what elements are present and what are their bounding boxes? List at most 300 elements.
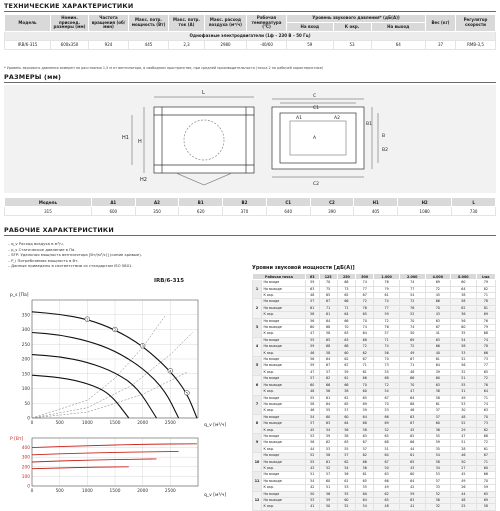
noise-cell: 76 bbox=[356, 305, 374, 311]
noise-cell: 53 bbox=[305, 433, 319, 439]
noise-cell: 60 bbox=[305, 325, 319, 331]
noise-cell: 70 bbox=[374, 401, 400, 407]
noise-cell: 61 bbox=[425, 401, 451, 407]
noise-cell: 76 bbox=[374, 325, 400, 331]
noise-cell: 69 bbox=[374, 421, 400, 427]
noise-cell: 63 bbox=[356, 433, 374, 439]
power-curve bbox=[32, 467, 129, 469]
noise-cell: 54 bbox=[399, 293, 425, 299]
operating-point-label: 4 bbox=[169, 369, 172, 374]
noise-cell: 62 bbox=[476, 427, 495, 433]
noise-cell: 53 bbox=[305, 498, 319, 504]
noise-cell: 74 bbox=[476, 337, 495, 343]
noise-cell: 63 bbox=[399, 414, 425, 420]
noise-cell: 42 bbox=[305, 485, 319, 491]
noise-cell: 48 bbox=[305, 293, 319, 299]
noise-cell: 74 bbox=[399, 325, 425, 331]
noise-cell: 58 bbox=[305, 312, 319, 318]
noise-cell: 73 bbox=[337, 286, 355, 292]
noise-cell: 60 bbox=[451, 325, 477, 331]
noise-cell: 71 bbox=[319, 305, 337, 311]
spec-header-noise-side: К окр. bbox=[333, 23, 371, 31]
dims-header: B1 bbox=[179, 198, 223, 207]
x-tick-label: 2500 bbox=[164, 421, 176, 426]
dims-cell: 620 bbox=[179, 207, 223, 216]
dimension-drawing bbox=[4, 85, 496, 193]
noise-cell: 59 bbox=[476, 485, 495, 491]
noise-cell: 71 bbox=[476, 459, 495, 465]
dims-header: A1 bbox=[91, 198, 135, 207]
end-view bbox=[272, 99, 378, 177]
noise-point-number: 11 bbox=[253, 472, 262, 491]
spec-header-weight: Вес (кг) bbox=[426, 15, 456, 32]
noise-cell: 77 bbox=[476, 363, 495, 369]
noise-cell: 44 bbox=[399, 446, 425, 452]
noise-cell: 70 bbox=[425, 305, 451, 311]
noise-cell: 76 bbox=[374, 280, 400, 286]
noise-cell: 57 bbox=[337, 453, 355, 459]
y-tick-label: 350 bbox=[21, 313, 30, 319]
dim-label-b2: B2 bbox=[382, 148, 388, 153]
noise-cell: 49 bbox=[399, 350, 425, 356]
noise-cell: 65 bbox=[356, 312, 374, 318]
noise-row-label: К окр. bbox=[262, 485, 306, 491]
noise-cell: 65 bbox=[374, 498, 400, 504]
noise-cell: 62 bbox=[451, 305, 477, 311]
noise-cell: 74 bbox=[374, 344, 400, 350]
noise-row-label: К окр. bbox=[262, 369, 306, 375]
noise-cell: 53 bbox=[337, 485, 355, 491]
noise-cell: 58 bbox=[451, 344, 477, 350]
noise-cell: 62 bbox=[356, 350, 374, 356]
spec-cell-noise-in: 59 bbox=[287, 40, 334, 49]
noise-cell: 65 bbox=[374, 433, 400, 439]
noise-cell: 47 bbox=[399, 389, 425, 395]
noise-cell: 56 bbox=[451, 363, 477, 369]
noise-row-label: К окр. bbox=[262, 465, 306, 471]
noise-cell: 67 bbox=[425, 325, 451, 331]
noise-cell: 67 bbox=[399, 421, 425, 427]
noise-cell: 48 bbox=[305, 389, 319, 395]
noise-cell: 60 bbox=[337, 350, 355, 356]
dim-label-b1: B1 bbox=[366, 122, 372, 127]
noise-cell: 61 bbox=[374, 293, 400, 299]
noise-cell: 78 bbox=[476, 299, 495, 305]
noise-point-number: 4 bbox=[253, 337, 262, 356]
noise-cell: 57 bbox=[425, 414, 451, 420]
noise-cell: 66 bbox=[476, 350, 495, 356]
noise-cell: 55 bbox=[337, 491, 355, 497]
table-row bbox=[5, 207, 496, 216]
noise-cell: 46 bbox=[305, 350, 319, 356]
dim-label-h2: H2 bbox=[140, 177, 147, 183]
noise-cell: 71 bbox=[476, 293, 495, 299]
dims-cell: 350 bbox=[135, 207, 179, 216]
noise-point-number: 7 bbox=[253, 395, 262, 414]
noise-row-label: На входе bbox=[262, 433, 306, 439]
table-row bbox=[253, 504, 496, 510]
noise-cell: 74 bbox=[356, 280, 374, 286]
noise-cell: 30 bbox=[451, 408, 477, 414]
noise-row-label: На выходе bbox=[262, 286, 306, 292]
noise-cell: 58 bbox=[337, 433, 355, 439]
noise-cell: 52 bbox=[374, 427, 400, 433]
noise-cell: 45 bbox=[425, 293, 451, 299]
noise-cell: 81 bbox=[476, 305, 495, 311]
noise-cell: 61 bbox=[319, 459, 337, 465]
noise-cell: 56 bbox=[337, 472, 355, 478]
chart-title: IRB/6-315 bbox=[154, 278, 185, 284]
noise-cell: 54 bbox=[305, 478, 319, 484]
dims-cell: 370 bbox=[223, 207, 267, 216]
noise-cell: 56 bbox=[337, 427, 355, 433]
noise-cell: 61 bbox=[476, 446, 495, 452]
noise-row-label: На выходе bbox=[262, 363, 306, 369]
noise-cell: 62 bbox=[319, 376, 337, 382]
noise-cell: 54 bbox=[356, 504, 374, 510]
y-tick-label: 250 bbox=[21, 342, 30, 348]
noise-cell: 67 bbox=[319, 363, 337, 369]
noise-cell: 60 bbox=[425, 376, 451, 382]
noise-cell: 67 bbox=[356, 440, 374, 446]
x-tick-label: 1500 bbox=[109, 421, 121, 426]
noise-cell: 72 bbox=[399, 299, 425, 305]
y-tick-label: 200 bbox=[21, 357, 30, 363]
noise-cell: 53 bbox=[374, 408, 400, 414]
noise-cell: 61 bbox=[319, 395, 337, 401]
noise-cell: 44 bbox=[451, 491, 477, 497]
pressure-curve bbox=[32, 375, 129, 418]
y-tick-label: 100 bbox=[21, 474, 30, 480]
spec-header-regulator: Регулятор скорости bbox=[456, 15, 496, 32]
power-curve bbox=[32, 444, 197, 448]
noise-cell: 58 bbox=[319, 350, 337, 356]
noise-cell: 55 bbox=[319, 408, 337, 414]
noise-cell: 68 bbox=[319, 325, 337, 331]
noise-cell: 58 bbox=[319, 453, 337, 459]
noise-point-number: 5 bbox=[253, 357, 262, 376]
noise-cell: 57 bbox=[425, 478, 451, 484]
section-title-tech: ТЕХНИЧЕСКИЕ ХАРАКТЕРИСТИКИ bbox=[4, 2, 134, 10]
noise-cell: 57 bbox=[374, 331, 400, 337]
noise-cell: 63 bbox=[305, 286, 319, 292]
noise-cell: 63 bbox=[425, 337, 451, 343]
noise-cell: 35 bbox=[451, 331, 477, 337]
noise-cell: 56 bbox=[319, 491, 337, 497]
noise-cell: 41 bbox=[399, 504, 425, 510]
noise-cell: 57 bbox=[305, 299, 319, 305]
noise-cell: 51 bbox=[305, 472, 319, 478]
noise-cell: 58 bbox=[356, 427, 374, 433]
noise-row-label: На выходе bbox=[262, 478, 306, 484]
x-tick-label: 2000 bbox=[137, 489, 149, 494]
noise-cell: 66 bbox=[356, 376, 374, 382]
noise-cell: 33 bbox=[425, 485, 451, 491]
noise-cell: 76 bbox=[476, 318, 495, 324]
noise-cell: 59 bbox=[305, 363, 319, 369]
noise-cell: 70 bbox=[399, 382, 425, 388]
spec-header-size: Номин. присоед. размеры (мм) bbox=[51, 15, 89, 32]
y-tick-label: 100 bbox=[21, 387, 30, 392]
noise-cell: 68 bbox=[399, 401, 425, 407]
noise-cell: 71 bbox=[356, 363, 374, 369]
noise-cell: 68 bbox=[337, 280, 355, 286]
noise-row-label: На выходе bbox=[262, 440, 306, 446]
noise-cell: 61 bbox=[337, 478, 355, 484]
noise-cell: 35 bbox=[425, 446, 451, 452]
noise-cell: 61 bbox=[399, 453, 425, 459]
noise-cell: 61 bbox=[356, 369, 374, 375]
noise-cell: 65 bbox=[356, 478, 374, 484]
noise-header: 125 bbox=[319, 274, 337, 280]
power-xlabel: q_v [м³/ч] bbox=[204, 493, 227, 498]
spec-header-power: Макс. потр. мощность (Вт) bbox=[129, 15, 169, 32]
noise-cell: 79 bbox=[476, 280, 495, 286]
noise-cell: 55 bbox=[374, 369, 400, 375]
noise-row-label: К окр. bbox=[262, 427, 306, 433]
dim-label-c: C bbox=[313, 94, 317, 99]
dim-label-b: B bbox=[382, 134, 386, 139]
noise-cell: 55 bbox=[337, 446, 355, 452]
noise-cell: 48 bbox=[451, 498, 477, 504]
noise-row-label: На выходе bbox=[262, 382, 306, 388]
noise-cell: 60 bbox=[476, 465, 495, 471]
noise-cell: 66 bbox=[337, 318, 355, 324]
noise-cell: 38 bbox=[425, 389, 451, 395]
noise-row-label: На выходе bbox=[262, 401, 306, 407]
noise-row-label: К окр. bbox=[262, 350, 306, 356]
noise-cell: 31 bbox=[451, 389, 477, 395]
noise-cell: 66 bbox=[374, 414, 400, 420]
noise-cell: 48 bbox=[451, 414, 477, 420]
system-curve bbox=[32, 316, 165, 418]
noise-cell: 60 bbox=[356, 389, 374, 395]
noise-cell: 51 bbox=[374, 446, 400, 452]
noise-cell: 48 bbox=[399, 369, 425, 375]
spec-subhead: Однофазные электродвигатели (1ф – 230 В – 50 Гц) bbox=[5, 31, 496, 40]
noise-row-label: На входе bbox=[262, 357, 306, 363]
noise-cell: 58 bbox=[476, 504, 495, 510]
dims-header: L bbox=[452, 198, 496, 207]
noise-point-number: 8 bbox=[253, 414, 262, 433]
noise-cell: 73 bbox=[476, 357, 495, 363]
noise-cell: 54 bbox=[319, 427, 337, 433]
noise-cell: 38 bbox=[451, 293, 477, 299]
noise-cell: 59 bbox=[319, 433, 337, 439]
noise-cell: 74 bbox=[399, 280, 425, 286]
dim-label-h1: H1 bbox=[122, 135, 129, 141]
x-tick-label: 500 bbox=[55, 421, 64, 426]
spec-header-noise-in: На вход bbox=[287, 23, 334, 31]
section-title-sizes: РАЗМЕРЫ (мм) bbox=[4, 73, 62, 81]
noise-cell: 70 bbox=[374, 357, 400, 363]
noise-cell: 52 bbox=[305, 453, 319, 459]
noise-cell: 60 bbox=[337, 498, 355, 504]
noise-cell: 63 bbox=[476, 408, 495, 414]
noise-cell: 27 bbox=[451, 465, 477, 471]
spec-cell-noise-side: 53 bbox=[333, 40, 371, 49]
noise-cell: 71 bbox=[374, 337, 400, 343]
noise-row-label: На входе bbox=[262, 414, 306, 420]
noise-row-label: На выходе bbox=[262, 325, 306, 331]
noise-cell: 50 bbox=[305, 491, 319, 497]
dim-label-a2: A2 bbox=[334, 116, 340, 121]
noise-cell: 49 bbox=[374, 485, 400, 491]
noise-cell: 66 bbox=[356, 459, 374, 465]
operating-point-label: 3 bbox=[141, 344, 144, 349]
noise-cell: 66 bbox=[399, 376, 425, 382]
noise-cell: 67 bbox=[374, 459, 400, 465]
dims-cell: 1080 bbox=[398, 207, 452, 216]
noise-cell: 47 bbox=[305, 369, 319, 375]
noise-header: Lwa bbox=[476, 274, 495, 280]
noise-cell: 58 bbox=[425, 459, 451, 465]
noise-cell: 46 bbox=[305, 408, 319, 414]
noise-cell: 56 bbox=[305, 357, 319, 363]
spec-footnote: * Уровень звукового давления измерен на расстоянии 1,5 м от вентилятора, в свободном пространстве, при средней производительности (точка 2 на рабочей характеристике) bbox=[4, 66, 324, 70]
performance-chart bbox=[4, 270, 248, 498]
noise-cell: 74 bbox=[356, 325, 374, 331]
noise-row-label: К окр. bbox=[262, 504, 306, 510]
noise-cell: 52 bbox=[399, 312, 425, 318]
noise-cell: 59 bbox=[399, 491, 425, 497]
dims-header: B2 bbox=[223, 198, 267, 207]
noise-cell: 67 bbox=[399, 357, 425, 363]
noise-cell: 62 bbox=[337, 459, 355, 465]
noise-cell: 66 bbox=[476, 472, 495, 478]
noise-cell: 64 bbox=[399, 478, 425, 484]
noise-cell: 65 bbox=[476, 369, 495, 375]
noise-cell: 65 bbox=[337, 293, 355, 299]
list-item: – p_s Статическое давление в Па. bbox=[8, 246, 76, 252]
noise-body bbox=[253, 280, 496, 511]
power-curve bbox=[32, 459, 157, 462]
operating-point-label: 2 bbox=[113, 328, 117, 332]
noise-cell: 28 bbox=[451, 446, 477, 452]
noise-cell: 56 bbox=[319, 389, 337, 395]
noise-cell: 72 bbox=[374, 382, 400, 388]
noise-cell: 52 bbox=[425, 491, 451, 497]
noise-header: 8.000 bbox=[451, 274, 477, 280]
noise-row-label: К окр. bbox=[262, 408, 306, 414]
noise-cell: 43 bbox=[399, 465, 425, 471]
dim-label-l: L bbox=[202, 90, 205, 96]
noise-cell: 58 bbox=[305, 401, 319, 407]
spec-header-noise: Уровень звукового давления* (дБ(А)) bbox=[287, 15, 426, 23]
noise-cell: 64 bbox=[319, 318, 337, 324]
operating-point-label: 5 bbox=[185, 391, 189, 396]
noise-row-label: К окр. bbox=[262, 312, 306, 318]
noise-cell: 62 bbox=[399, 433, 425, 439]
spec-header-airflow: Макс. расход воздуха (м³/ч) bbox=[205, 15, 247, 32]
section-divider bbox=[4, 235, 496, 236]
noise-cell: 60 bbox=[451, 280, 477, 286]
noise-cell: 62 bbox=[319, 440, 337, 446]
noise-cell: 68 bbox=[374, 440, 400, 446]
noise-cell: 57 bbox=[337, 408, 355, 414]
noise-row-label: На входе bbox=[262, 337, 306, 343]
noise-cell: 58 bbox=[425, 395, 451, 401]
noise-cell: 46 bbox=[451, 453, 477, 459]
noise-header: 500 bbox=[356, 274, 374, 280]
noise-cell: 46 bbox=[399, 408, 425, 414]
noise-cell: 68 bbox=[476, 433, 495, 439]
noise-cell: 45 bbox=[305, 427, 319, 433]
noise-row-label: На входе bbox=[262, 280, 306, 286]
power-ylabel: P [Вт] bbox=[10, 437, 24, 442]
noise-cell: 64 bbox=[356, 498, 374, 504]
noise-cell: 55 bbox=[305, 459, 319, 465]
noise-cell: 49 bbox=[451, 395, 477, 401]
noise-cell: 25 bbox=[451, 504, 477, 510]
noise-cell: 63 bbox=[374, 472, 400, 478]
noise-cell: 63 bbox=[337, 331, 355, 337]
noise-cell: 79 bbox=[476, 325, 495, 331]
dims-cell: 730 bbox=[452, 207, 496, 216]
dims-header: C1 bbox=[266, 198, 310, 207]
dims-header: H2 bbox=[398, 198, 452, 207]
spec-cell-current: 2,3 bbox=[169, 40, 205, 49]
noise-cell: 62 bbox=[337, 357, 355, 363]
noise-cell: 61 bbox=[305, 305, 319, 311]
noise-cell: 63 bbox=[425, 318, 451, 324]
noise-cell: 51 bbox=[451, 376, 477, 382]
noise-cell: 53 bbox=[319, 446, 337, 452]
noise-cell: 40 bbox=[425, 350, 451, 356]
noise-cell: 70 bbox=[356, 318, 374, 324]
noise-cell: 52 bbox=[337, 504, 355, 510]
noise-cell: 49 bbox=[451, 478, 477, 484]
noise-cell: 45 bbox=[451, 472, 477, 478]
noise-cell: 59 bbox=[305, 280, 319, 286]
noise-header: 63 bbox=[305, 274, 319, 280]
noise-row-label: На входе bbox=[262, 453, 306, 459]
noise-cell: 59 bbox=[319, 498, 337, 504]
y-tick-label: 150 bbox=[21, 372, 30, 378]
dims-header: H1 bbox=[354, 198, 398, 207]
noise-cell: 41 bbox=[425, 331, 451, 337]
noise-cell: 60 bbox=[319, 478, 337, 484]
noise-cell: 73 bbox=[476, 421, 495, 427]
noise-cell: 55 bbox=[425, 433, 451, 439]
noise-header: 4.000 bbox=[425, 274, 451, 280]
y-tick-label: 200 bbox=[21, 465, 30, 471]
noise-cell: 64 bbox=[319, 357, 337, 363]
noise-cell: 73 bbox=[374, 363, 400, 369]
noise-cell: 60 bbox=[305, 382, 319, 388]
characteristics-list bbox=[8, 241, 142, 269]
dims-table bbox=[4, 197, 496, 216]
noise-cell: 69 bbox=[476, 312, 495, 318]
dims-cell: 390 bbox=[310, 207, 354, 216]
dim-label-c1: C1 bbox=[313, 106, 320, 111]
spec-header-current: Макс. потр. ток (А) bbox=[169, 15, 205, 32]
noise-cell: 67 bbox=[476, 453, 495, 459]
noise-cell: 67 bbox=[337, 363, 355, 369]
noise-cell: 68 bbox=[374, 376, 400, 382]
noise-row-label: К окр. bbox=[262, 389, 306, 395]
noise-cell: 64 bbox=[425, 363, 451, 369]
noise-cell: 58 bbox=[319, 331, 337, 337]
noise-cell: 71 bbox=[337, 305, 355, 311]
noise-cell: 71 bbox=[399, 363, 425, 369]
noise-row-label: На входе bbox=[262, 472, 306, 478]
spec-table bbox=[4, 14, 496, 50]
noise-cell: 63 bbox=[319, 421, 337, 427]
noise-cell: 67 bbox=[356, 357, 374, 363]
noise-cell: 60 bbox=[425, 421, 451, 427]
noise-cell: 33 bbox=[451, 350, 477, 356]
